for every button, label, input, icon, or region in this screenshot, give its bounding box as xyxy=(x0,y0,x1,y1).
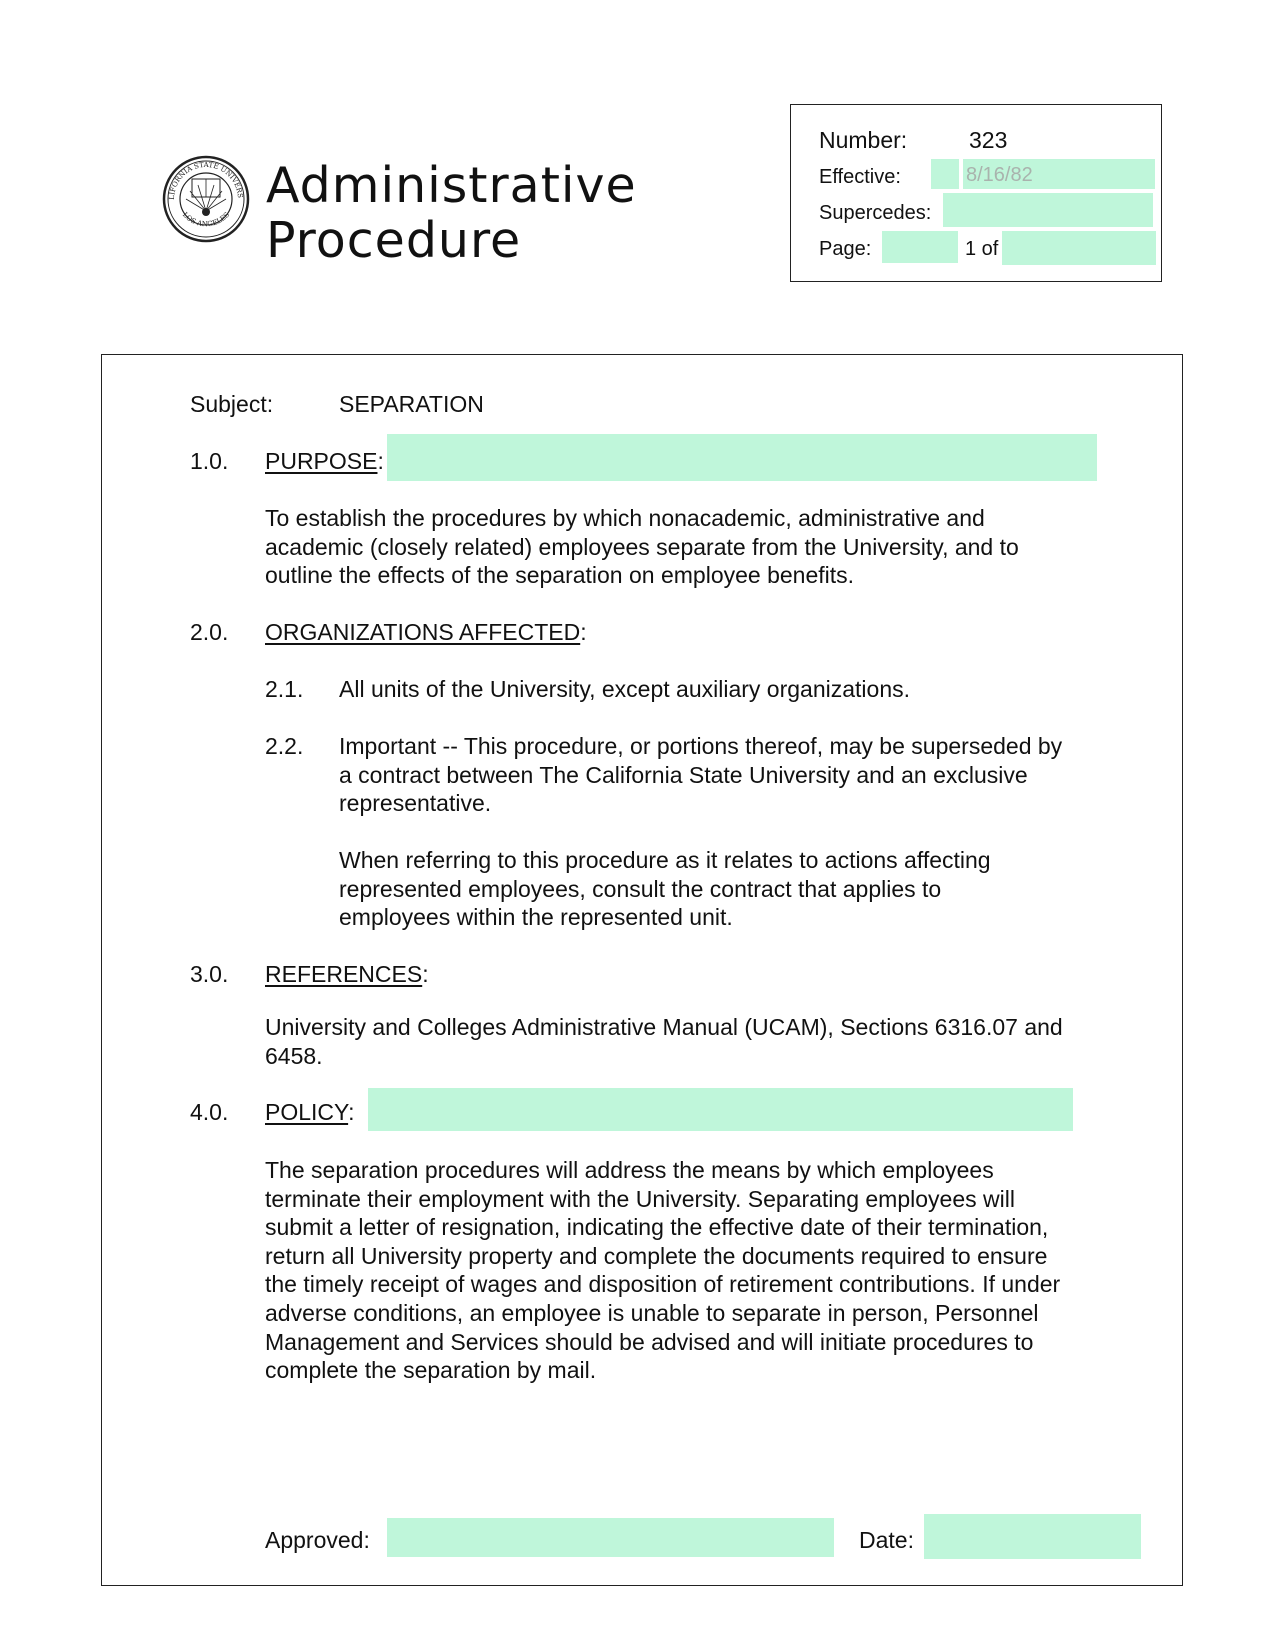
section-2-2-text-2: When referring to this procedure as it relates to actions affecting represented employees, consult the contract that applies to employees within the represented unit. xyxy=(339,847,991,931)
date-field[interactable] xyxy=(924,1514,1141,1559)
supercedes-field[interactable] xyxy=(943,193,1153,227)
section-4-text: The separation procedures will address the means by which employees terminate their employment with the University. Separating employees will submit a letter of resignation, indicating the effective date of their termination, return all University property and complete the documents required to ensure the timely receipt of wages and disposition of retirement contributions. If under adverse conditions, an employee is unable to separate in person, Personnel Management and Services should be advised and will initiate procedures to complete the separation by mail. xyxy=(265,1157,1061,1384)
effective-field[interactable] xyxy=(963,159,1155,189)
university-seal-icon xyxy=(162,155,250,243)
purpose-field[interactable] xyxy=(387,434,1097,481)
section-3-number: 3.0. xyxy=(190,961,229,987)
section-4-heading: POLICY: xyxy=(265,1099,355,1125)
section-1-number: 1.0. xyxy=(190,448,229,474)
subject-label: Subject: xyxy=(190,391,274,417)
section-2-2-text: Important -- This procedure, or portions thereof, may be superseded by a contract between The California State University and an exclusive representative. xyxy=(339,733,1063,817)
supercedes-label: Supercedes: xyxy=(819,202,932,224)
section-3-heading: REFERENCES: xyxy=(265,961,429,987)
section-3-text: University and Colleges Administrative Manual (UCAM), Sections 6316.07 and 6458. xyxy=(265,1014,1063,1069)
approved-field[interactable] xyxy=(387,1518,834,1557)
effective-prefix-field[interactable] xyxy=(931,159,959,189)
page-label: Page: xyxy=(819,238,872,260)
section-1-text: To establish the procedures by which nonacademic, administrative and academic (closely related) employees separate from the University, and to outline the effects of the separation on employee benefits. xyxy=(265,505,1019,589)
section-2-1-text: All units of the University, except auxiliary organizations. xyxy=(339,676,911,702)
policy-field[interactable] xyxy=(368,1088,1073,1131)
svg-text:LOS ANGELES: LOS ANGELES xyxy=(180,210,232,229)
subject-value: SEPARATION xyxy=(339,391,484,417)
number-label: Number: xyxy=(819,127,908,153)
effective-label: Effective: xyxy=(819,166,901,188)
page-total-field[interactable] xyxy=(1002,231,1156,265)
section-2-1-number: 2.1. xyxy=(265,676,304,702)
svg-text:CALIFORNIA STATE UNIVERSITY: LIFORNIA STATE UNIVERS xyxy=(167,160,245,200)
section-1-heading: PURPOSE: xyxy=(265,448,384,474)
number-value: 323 xyxy=(969,127,1008,153)
date-label: Date: xyxy=(859,1527,914,1553)
section-2-2-number: 2.2. xyxy=(265,733,304,759)
document-title xyxy=(266,158,637,268)
procedure-info-box xyxy=(790,104,1162,282)
section-4-number: 4.0. xyxy=(190,1099,229,1125)
effective-value: 8/16/82 xyxy=(966,164,1033,186)
title-line-1: Administrative xyxy=(266,157,637,214)
title-line-2: Procedure xyxy=(266,212,522,269)
page-of-label: 1 of xyxy=(965,238,999,260)
section-2-heading: ORGANIZATIONS AFFECTED: xyxy=(265,619,587,645)
section-2-number: 2.0. xyxy=(190,619,229,645)
approved-label: Approved: xyxy=(265,1527,370,1553)
page-number-field[interactable] xyxy=(882,231,958,263)
